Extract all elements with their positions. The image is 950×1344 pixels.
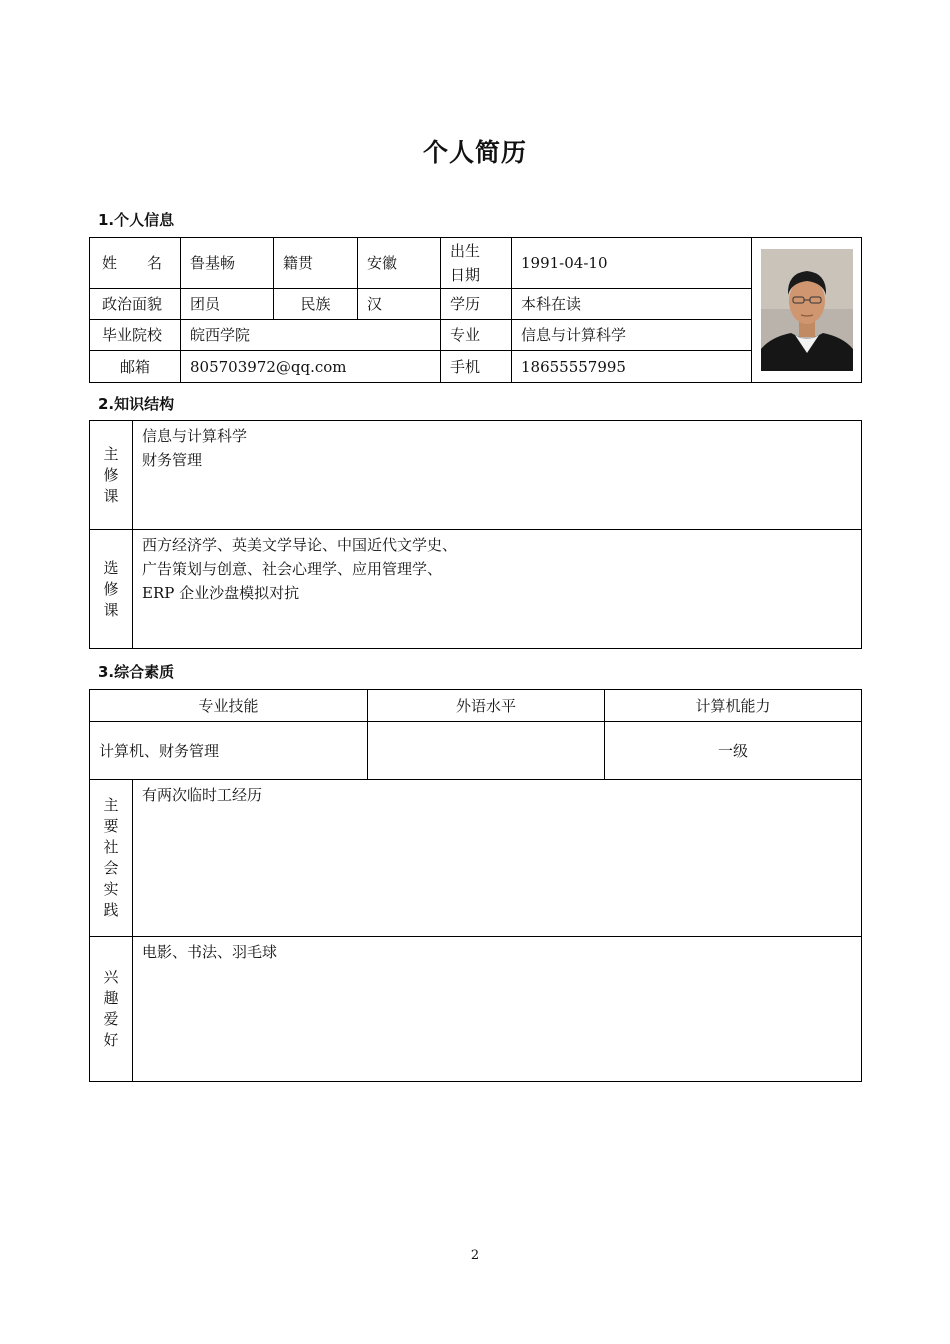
email-value: 805703972@qq.com [181,351,441,383]
knowledge-table [89,420,862,649]
hobby-label-char: 爱 [103,1010,119,1028]
major-value: 信息与计算科学 [512,320,752,351]
elective-course-line: 广告策划与创意、社会心理学、应用管理学、 [142,560,443,578]
birth-value: 1991-04-10 [512,238,752,289]
elective-courses-content [133,530,862,649]
elective-label-char: 课 [103,600,119,619]
elective-label-char: 修 [103,579,119,598]
page-title: 个人简历 [422,138,527,167]
computer-header: 计算机能力 [605,690,862,722]
ethnic-label: 民族 [274,289,358,320]
practice-label-char: 践 [103,901,119,919]
name-label: 姓 名 [90,238,181,289]
major-course-line: 信息与计算科学 [142,427,248,445]
origin-value: 安徽 [358,238,441,289]
political-value: 团员 [181,289,274,320]
major-courses-content [133,421,862,530]
social-practice-label [90,780,133,937]
practice-label-char: 主 [103,796,119,814]
social-practice-text: 有两次临时工经历 [142,786,263,804]
birth-label [441,238,512,289]
school-label: 毕业院校 [90,320,181,351]
elective-courses-label [90,530,133,649]
birth-label-line-2: 日期 [450,266,481,284]
practice-label-char: 实 [103,880,119,898]
origin-label: 籍贯 [274,238,358,289]
profile-photo [761,249,853,371]
hobbies-text: 电影、书法、羽毛球 [142,943,278,961]
skills-value: 计算机、财务管理 [90,722,368,780]
edu-label: 学历 [441,289,512,320]
phone-value: 18655557995 [512,351,752,383]
name-value: 鲁基畅 [181,238,274,289]
hobby-label-char: 趣 [103,989,119,1007]
major-label: 专业 [441,320,512,351]
hobbies-content [133,937,862,1082]
political-label: 政治面貌 [90,289,181,320]
major-label-char: 主 [103,444,119,463]
practice-label-char: 社 [103,838,119,856]
section-heading-knowledge: 2.知识结构 [98,395,175,413]
quality-table [89,689,862,780]
elective-course-line: ERP 企业沙盘模拟对抗 [142,584,300,602]
email-label: 邮箱 [90,351,181,383]
major-courses-label [90,421,133,530]
ethnic-value: 汉 [358,289,441,320]
skills-header: 专业技能 [90,690,368,722]
practice-label-char: 要 [103,817,119,835]
hobby-label-char: 好 [103,1031,119,1049]
phone-label: 手机 [441,351,512,383]
school-value: 皖西学院 [181,320,441,351]
elective-label-char: 选 [103,558,119,577]
language-header: 外语水平 [368,690,605,722]
major-label-char: 课 [103,486,119,505]
hobbies-label [90,937,133,1082]
major-course-line: 财务管理 [142,451,203,469]
hobby-label-char: 兴 [103,968,119,986]
section-heading-quality: 3.综合素质 [98,663,175,681]
photo-cell [752,238,862,383]
experience-table [89,779,862,1082]
section-heading-personal: 1.个人信息 [98,211,175,229]
language-value [368,722,605,780]
page-number: 2 [470,1248,480,1263]
elective-course-line: 西方经济学、英美文学导论、中国近代文学史、 [142,536,458,554]
personal-info-table [89,237,862,383]
edu-value: 本科在读 [512,289,752,320]
practice-label-char: 会 [103,859,119,877]
computer-value: 一级 [605,722,862,780]
social-practice-content [133,780,862,937]
major-label-char: 修 [103,465,119,484]
birth-label-line-1: 出生 [450,242,481,260]
